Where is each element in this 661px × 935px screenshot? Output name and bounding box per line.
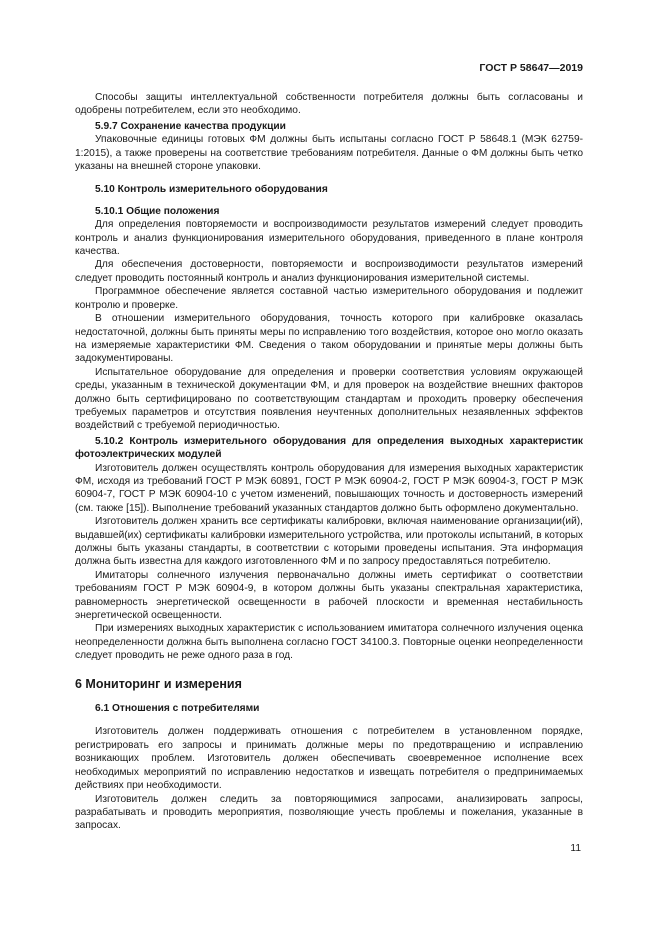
chapter-heading: 6 Мониторинг и измерения xyxy=(75,676,242,691)
paragraph: Упаковочные единицы готовых ФМ должны быть испытаны согласно ГОСТ Р 58648.1 (МЭК 62759-1:2015), а также проверены на соответствие требованиям потребителя. Данные о ФМ должны быть четко указаны на внешней стороне упаковки. xyxy=(75,134,583,173)
paragraph: Изготовитель должен хранить все сертификаты калибровки, включая наименование организации(ий), выдавшей(их) сертификаты калибровки измерительного устройства, или протоколы испытаний, в которых должны быть указаны стандарты, в соответствии с которыми проведены испытания. Эта информация должна быть известна для каждого изготовленного ФМ и по запросу предоставляться потребителю. xyxy=(75,516,583,568)
subsection-heading: 5.10.2 Контроль измерительного оборудования для определения выходных характеристик фотоэлектрических модулей xyxy=(75,435,583,461)
paragraph: Изготовитель должен следить за повторяющимися запросами, анализировать запросы, разрабатывать и проводить мероприятия, позволяющие учесть проблемы и пожелания, указанные в запросах. xyxy=(75,793,583,832)
paragraph: Для обеспечения достоверности, повторяемости и воспроизводимости результатов измерений следует проводить постоянный контроль и анализ функционирования измерительной системы. xyxy=(75,259,583,284)
document-number: ГОСТ Р 58647—2019 xyxy=(479,62,583,74)
paragraph: В отношении измерительного оборудования, точность которого при калибровке оказалась недостаточной, должны быть приняты меры по исправлению того воздействия, которое оно могло оказать на измеряемые характеристики ФМ. Сведения о таком оборудовании и принятые меры должны быть задокументированы. xyxy=(75,313,583,365)
paragraph: Способы защиты интеллектуальной собственности потребителя должны быть согласованы и одобрены потребителем, если это необходимо. xyxy=(75,92,583,117)
subsection-heading: 5.9.7 Сохранение качества продукции xyxy=(95,120,286,132)
section-heading: 5.10 Контроль измерительного оборудования xyxy=(95,184,328,196)
paragraph: Изготовитель должен поддерживать отношения с потребителем в установленном порядке, регистрировать его запросы и принимать должные меры по предотвращению и исправлению возникающих проблем. Изготовитель должен обеспечивать своевременное исполнение всех необходимых мероприятий по исправлению недостатков и извещать потребителя о предпринимаемых действиях при необходимости. xyxy=(75,726,583,792)
paragraph: Изготовитель должен осуществлять контроль оборудования для измерения выходных характеристик ФМ, исходя из требований ГОСТ Р МЭК 60891, ГОСТ Р МЭК 60904-2, ГОСТ Р МЭК 60904-3, ГОСТ Р МЭК 60904-7, ГОСТ Р МЭК 60904-10 с учетом изменений, повышающих точность и достоверность измерений (см. также [15]). Выполнение требований указанных стандартов должно быть оформлено документально. xyxy=(75,462,583,514)
paragraph: Для определения повторяемости и воспроизводимости результатов измерений следует проводить контроль и анализ функционирования измерительного оборудования, приведенного в плане контроля качества. xyxy=(75,219,583,258)
paragraph: Имитаторы солнечного излучения первоначально должны иметь сертификат о соответствии требованиям ГОСТ Р МЭК 60904-9, в котором должны быть указаны спектральная характеристика, равномерность энергетической освещенности в рабочей плоскости и временная нестабильность энергетической освещенности. xyxy=(75,569,583,622)
body-text xyxy=(75,91,583,833)
paragraph: Испытательное оборудование для определения и проверки соответствия условиям окружающей среды, указанным в технической документации ФМ, и для проверок на воздействие внешних факторов должно быть сертифицировано по соответствующим стандартам и проходить проверку обеспечения требуемых параметров и отсутствия появления неучтенных дополнительных незаявленных эффектов воздействий с требуемой периодичностью. xyxy=(75,366,583,432)
subsection-heading: 5.10.1 Общие положения xyxy=(95,205,220,217)
paragraph: Программное обеспечение является составной частью измерительного оборудования и подлежит контролю и проверке. xyxy=(75,286,583,311)
section-heading: 6.1 Отношения с потребителями xyxy=(95,703,260,715)
paragraph: При измерениях выходных характеристик с использованием имитатора солнечного излучения оценка неопределенности должна быть выполнена согласно ГОСТ 34100.3. Повторные оценки неопределенности следует проводить не реже одного раза в год. xyxy=(75,623,583,662)
page-number: 11 xyxy=(570,843,581,854)
